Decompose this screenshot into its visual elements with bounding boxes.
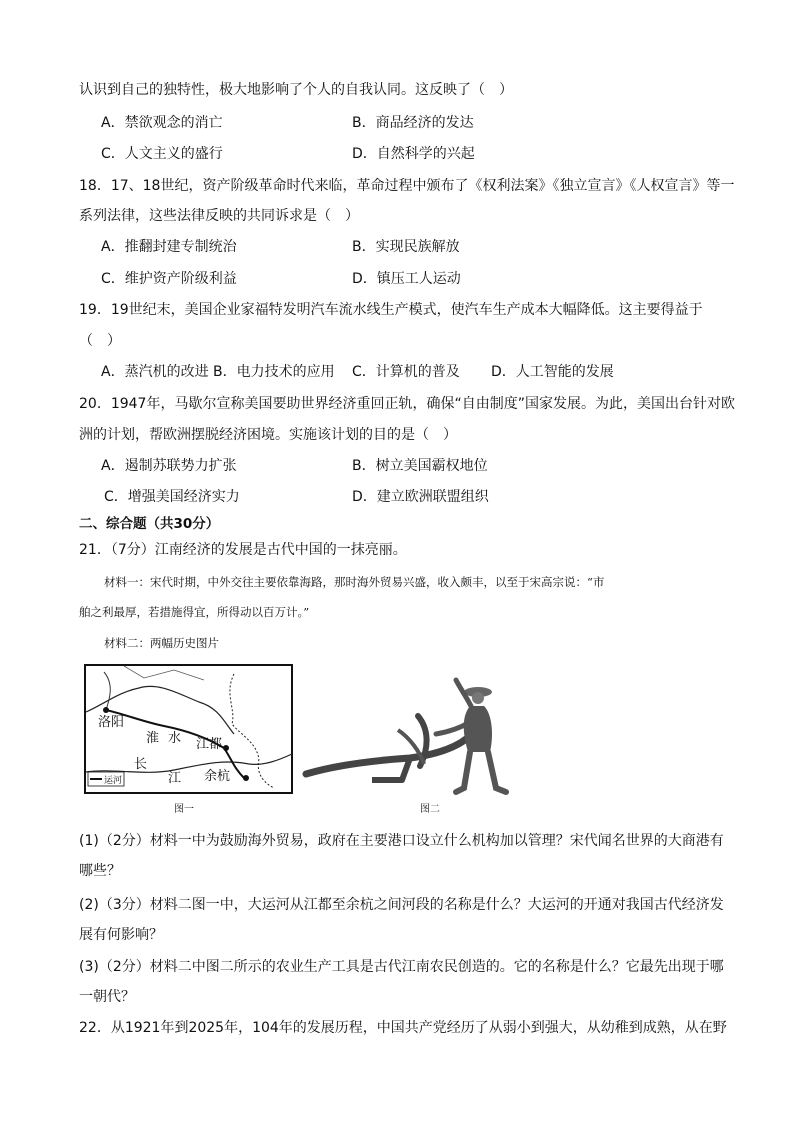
q20-stem-line1: 20．1947年，马歇尔宣称美国要助世界经济重回正轨，确保“自由制度”国家发展。为此，美国出台针对欧 [79, 396, 735, 412]
farmer-leg-right [488, 752, 506, 792]
map-label-luoyang: 洛阳 [98, 715, 125, 730]
figure2-caption: 图二 [420, 804, 440, 815]
map-label-shui: 水 [168, 731, 182, 746]
q20-option-b: B．树立美国霸权地位 [352, 458, 488, 474]
q19-option-d: D．人工智能的发展 [491, 364, 614, 380]
plough-beam [306, 734, 472, 774]
q19-option-a: A．蒸汽机的改进 [101, 364, 209, 380]
q19-option-c: C．计算机的普及 [352, 364, 460, 380]
map-dot-yuhang [243, 775, 249, 781]
q17-option-d: D．自然科学的兴起 [352, 146, 475, 162]
q18-stem-line2: 系列法律，这些法律反映的共同诉求是（ ） [79, 208, 359, 224]
q21-stem: 21．（7分）江南经济的发展是古代中国的一抹亮丽。 [79, 542, 407, 558]
q21-sub1-line1: (1)（2分）材料一中为鼓励海外贸易，政府在主要港口设立什么机构加以管理？宋代闻名世界的大商港有 [79, 833, 724, 849]
q20-stem-line2: 洲的计划，帮欧洲摆脱经济困境。实施该计划的目的是（ ） [79, 427, 457, 443]
q18-stem-line1: 18．17、18世纪，资产阶级革命时代来临，革命过程中颁布了《权利法案》《独立宣言》《人权宣言》等一 [79, 178, 735, 194]
map-dot-luoyang [103, 707, 109, 713]
grand-canal-map [84, 664, 294, 794]
q17-stem-tail: 认识到自己的独特性，极大地影响了个人的自我认同。这反映了（ ） [79, 82, 513, 98]
q21-sub1-line2: 哪些？ [79, 863, 121, 879]
map-label-jiangdu: 江都 [196, 737, 223, 752]
q21-material2: 材料二：两幅历史图片 [104, 636, 219, 650]
farmer-body [464, 706, 492, 752]
q18-option-a: A．推翻封建专制统治 [101, 239, 237, 255]
map-label-jiang: 江 [168, 771, 182, 786]
q21-sub3-line2: 一朝代？ [79, 989, 135, 1005]
q21-material1-line1: 材料一：宋代时期，中外交往主要依靠海路，那时海外贸易兴盛，收入颇丰，以至于宋高宗说：“市 [104, 575, 605, 589]
map-dot-jiangdu [223, 745, 229, 751]
plough-illustration [300, 668, 522, 798]
q20-option-d: D．建立欧洲联盟组织 [352, 489, 489, 505]
q20-option-c: C．增强美国经济实力 [104, 489, 240, 505]
map-label-yuhang: 余杭 [204, 769, 231, 784]
farmer-leg-left [456, 752, 470, 792]
map-label-chang: 长 [134, 757, 148, 772]
q18-option-c: C．维护资产阶级利益 [101, 271, 237, 287]
q17-option-c: C．人文主义的盛行 [101, 146, 223, 162]
q21-sub3-line1: (3)（2分）材料二中图二所示的农业生产工具是古代江南农民创造的。它的名称是什么？它最先出现于哪 [79, 959, 724, 975]
q19-stem-line1: 19．19世纪末，美国企业家福特发明汽车流水线生产模式，使汽车生产成本大幅降低。这主要得益于 [79, 302, 703, 318]
q17-option-a: A．禁欲观念的消亡 [101, 115, 223, 131]
q21-sub2-line1: (2)（3分）材料二图一中，大运河从江都至余杭之间河段的名称是什么？大运河的开通对我国古代经济发 [79, 897, 724, 913]
q21-sub2-line2: 展有何影响？ [79, 927, 163, 943]
q19-stem-line2: （ ） [79, 333, 121, 349]
figure1-caption: 图一 [174, 804, 194, 815]
q20-option-a: A．遏制苏联势力扩张 [101, 458, 237, 474]
q18-option-b: B．实现民族解放 [352, 239, 460, 255]
section-heading: 二、综合题（共30分） [79, 516, 220, 532]
q18-option-d: D．镇压工人运动 [352, 271, 461, 287]
map-legend-label: 运河 [104, 776, 123, 786]
q21-material1-line2: 舶之利最厚，若措施得宜，所得动以百万计。” [79, 605, 310, 619]
q17-option-b: B．商品经济的发达 [352, 115, 474, 131]
map-label-huai: 淮 [146, 731, 160, 746]
q19-option-b: B．电力技术的应用 [213, 364, 335, 380]
q22-stem-line1: 22．从1921年到2025年，104年的发展历程，中国共产党经历了从弱小到强大，从幼稚到成熟，从在野 [79, 1020, 727, 1036]
farmer-head [472, 692, 484, 704]
